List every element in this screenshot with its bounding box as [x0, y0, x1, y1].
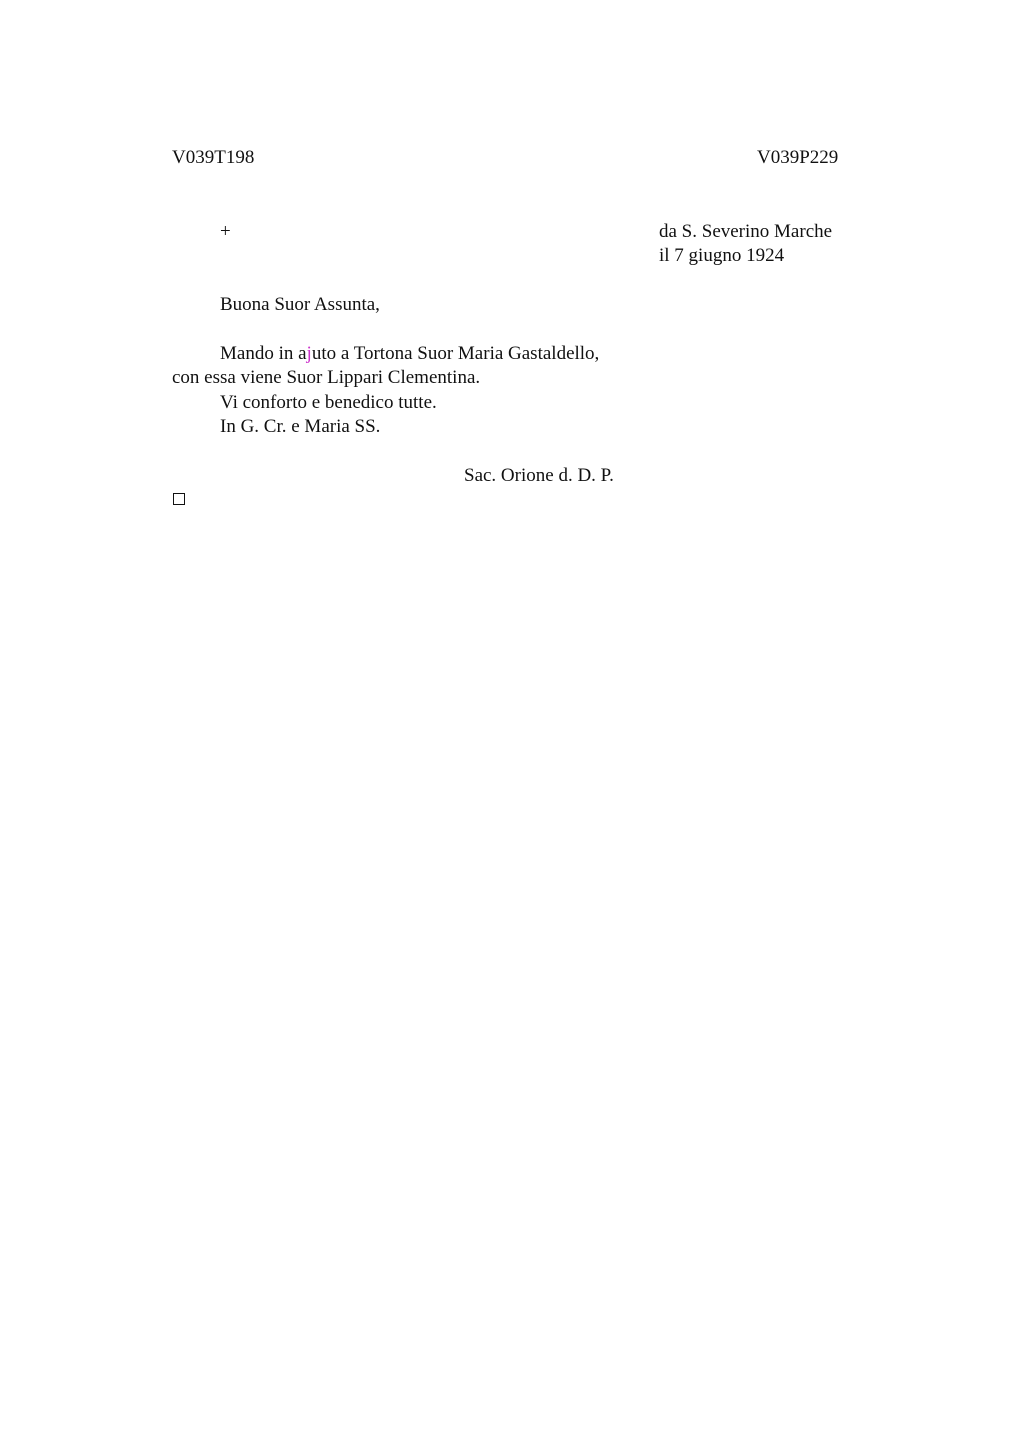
letter-place: da S. Severino Marche — [659, 221, 833, 242]
end-box-icon — [173, 493, 185, 505]
highlighted-letter: j — [306, 343, 312, 364]
body-line-2: con essa viene Suor Lippari Clementina. — [172, 367, 481, 388]
salutation: Buona Suor Assunta, — [220, 294, 380, 315]
document-code-left: V039T198 — [172, 147, 255, 168]
body-line-1 — [220, 342, 599, 366]
cross-mark: + — [220, 221, 231, 242]
body-line-1-end: uto a Tortona Suor Maria Gastaldello, — [311, 343, 600, 364]
body-line-3: Vi conforto e benedico tutte. — [220, 392, 437, 413]
body-line-1-start: Mando in a — [220, 343, 307, 364]
body-line-4: In G. Cr. e Maria SS. — [220, 416, 381, 437]
document-code-right: V039P229 — [757, 147, 839, 168]
signature: Sac. Orione d. D. P. — [464, 465, 614, 486]
letter-date: il 7 giugno 1924 — [659, 245, 785, 266]
